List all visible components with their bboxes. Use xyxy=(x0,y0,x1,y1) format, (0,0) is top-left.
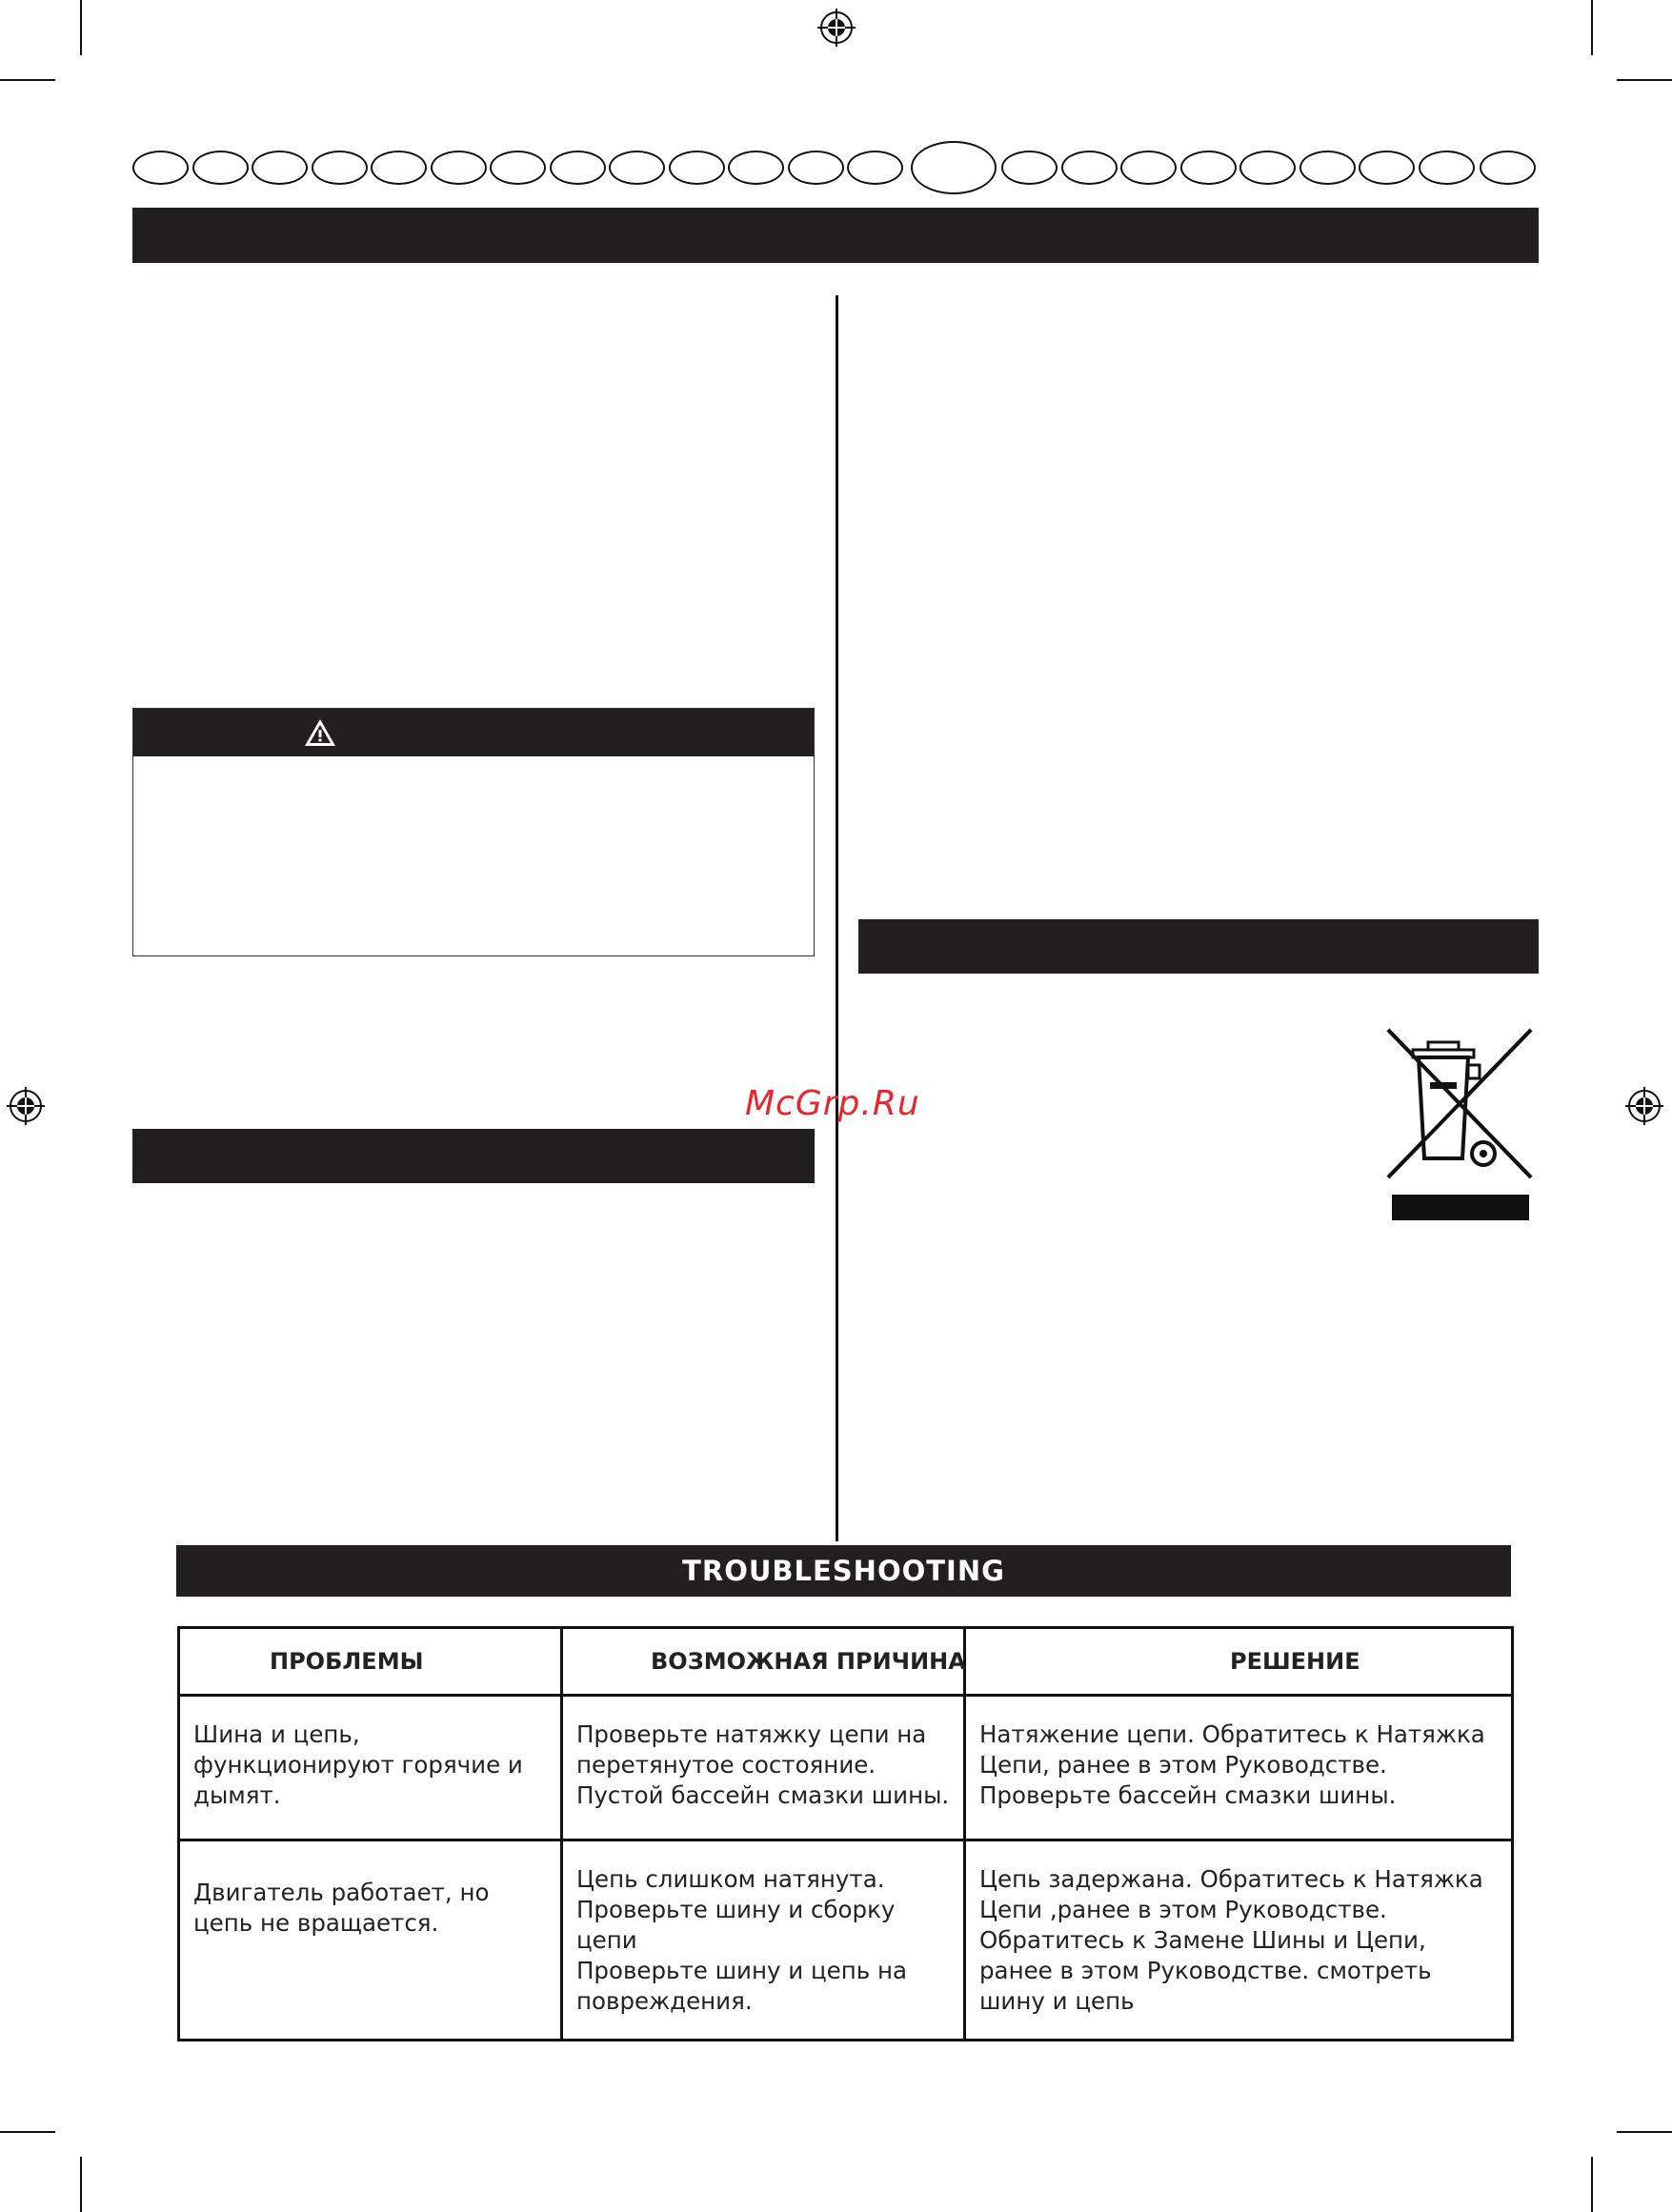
registration-mark-icon xyxy=(7,1087,45,1125)
language-tab[interactable] xyxy=(371,151,427,185)
registration-mark-icon xyxy=(1625,1087,1663,1125)
registration-mark-icon xyxy=(817,9,856,47)
cell-line: Пустой бассейн смазки шины. xyxy=(576,1781,950,1809)
section-header-bar xyxy=(132,1129,815,1183)
crop-mark xyxy=(1617,2131,1672,2133)
crop-mark xyxy=(0,2131,55,2133)
crop-mark xyxy=(0,79,55,81)
language-tab[interactable] xyxy=(1299,151,1356,185)
column-header-problems: ПРОБЛЕМЫ xyxy=(179,1628,562,1696)
cell-line: Цепи, ранее в этом Руководстве. xyxy=(979,1751,1387,1779)
language-tab[interactable] xyxy=(132,151,189,185)
cell-line: Шина и цепь, xyxy=(193,1720,360,1748)
cell-line: Обратитесь к Замене Шины и Цепи, xyxy=(979,1926,1426,1954)
troubleshooting-table xyxy=(177,1626,1514,2041)
troubleshooting-header: TROUBLESHOOTING xyxy=(176,1545,1511,1597)
column-header-solution: РЕШЕНИЕ xyxy=(965,1628,1513,1696)
cell-line: цепь не вращается. xyxy=(193,1909,439,1937)
column-header-cause: ВОЗМОЖНАЯ ПРИЧИНА xyxy=(562,1628,965,1696)
column-divider xyxy=(836,295,838,1541)
language-tab[interactable] xyxy=(1180,151,1237,185)
cell-line: цепи xyxy=(576,1926,637,1954)
cell-line: перетянутое состояние. xyxy=(576,1751,876,1779)
language-tab[interactable] xyxy=(1359,151,1415,185)
warning-header xyxy=(133,709,814,756)
warning-triangle-icon xyxy=(303,717,337,748)
problem-cell xyxy=(179,1840,562,2041)
cause-cell xyxy=(562,1840,965,2041)
language-tab[interactable] xyxy=(728,151,784,185)
language-tab[interactable] xyxy=(192,151,249,185)
table-row xyxy=(179,1696,1513,1840)
cell-line: Цепи ,ранее в этом Руководстве. xyxy=(979,1896,1387,1923)
table-header-row xyxy=(179,1628,1513,1696)
cell-line: Проверьте шину и цепь на xyxy=(576,1957,907,1984)
crop-mark xyxy=(1591,2157,1593,2212)
section-header-bar xyxy=(132,208,1539,263)
language-tab[interactable] xyxy=(1001,151,1058,185)
language-tab[interactable] xyxy=(1239,151,1296,185)
language-tab[interactable] xyxy=(1061,151,1118,185)
table-row xyxy=(179,1840,1513,2041)
cell-line: Цепь задержана. Обратитесь к Натяжка xyxy=(979,1865,1483,1893)
language-tab[interactable] xyxy=(669,151,725,185)
crop-mark xyxy=(80,2157,82,2212)
cell-line: функционируют горячие и xyxy=(193,1751,523,1779)
language-tab[interactable] xyxy=(431,151,487,185)
cell-line: Проверьте бассейн смазки шины. xyxy=(979,1781,1397,1809)
language-tab[interactable] xyxy=(609,151,665,185)
language-tab[interactable] xyxy=(1480,151,1536,185)
cell-line: ранее в этом Руководстве. смотреть xyxy=(979,1957,1432,1984)
language-tab[interactable] xyxy=(312,151,368,185)
cell-line: дымят. xyxy=(193,1781,281,1809)
language-tab[interactable] xyxy=(252,151,308,185)
section-header-bar xyxy=(858,919,1539,974)
crossed-out-wheelie-bin-icon xyxy=(1384,1025,1535,1223)
language-tab[interactable] xyxy=(788,151,844,185)
solution-cell xyxy=(965,1840,1513,2041)
cell-line: Двигатель работает, но xyxy=(193,1879,490,1906)
cell-line: шину и цепь xyxy=(979,1987,1135,2015)
language-tab[interactable] xyxy=(490,151,546,185)
language-tab-active[interactable] xyxy=(911,141,997,194)
warning-box xyxy=(132,708,815,956)
language-tab[interactable] xyxy=(550,151,606,185)
cell-line: Натяжение цепи. Обратитесь к Натяжка xyxy=(979,1720,1485,1748)
cause-cell xyxy=(562,1696,965,1840)
language-tab[interactable] xyxy=(1120,151,1177,185)
cell-line: Проверьте натяжку цепи на xyxy=(576,1720,927,1748)
problem-cell xyxy=(179,1696,562,1840)
solution-cell xyxy=(965,1696,1513,1840)
watermark-text: McGrp.Ru xyxy=(745,1084,920,1123)
language-tab[interactable] xyxy=(1419,151,1475,185)
language-tabs xyxy=(132,145,1539,194)
language-tab[interactable] xyxy=(847,151,903,185)
crop-mark xyxy=(1591,0,1593,55)
cell-line: Проверьте шину и сборку xyxy=(576,1896,896,1923)
cell-line: повреждения. xyxy=(576,1987,753,2015)
cell-line: Цепь слишком натянута. xyxy=(576,1865,885,1893)
crop-mark xyxy=(1617,79,1672,81)
crop-mark xyxy=(80,0,82,55)
